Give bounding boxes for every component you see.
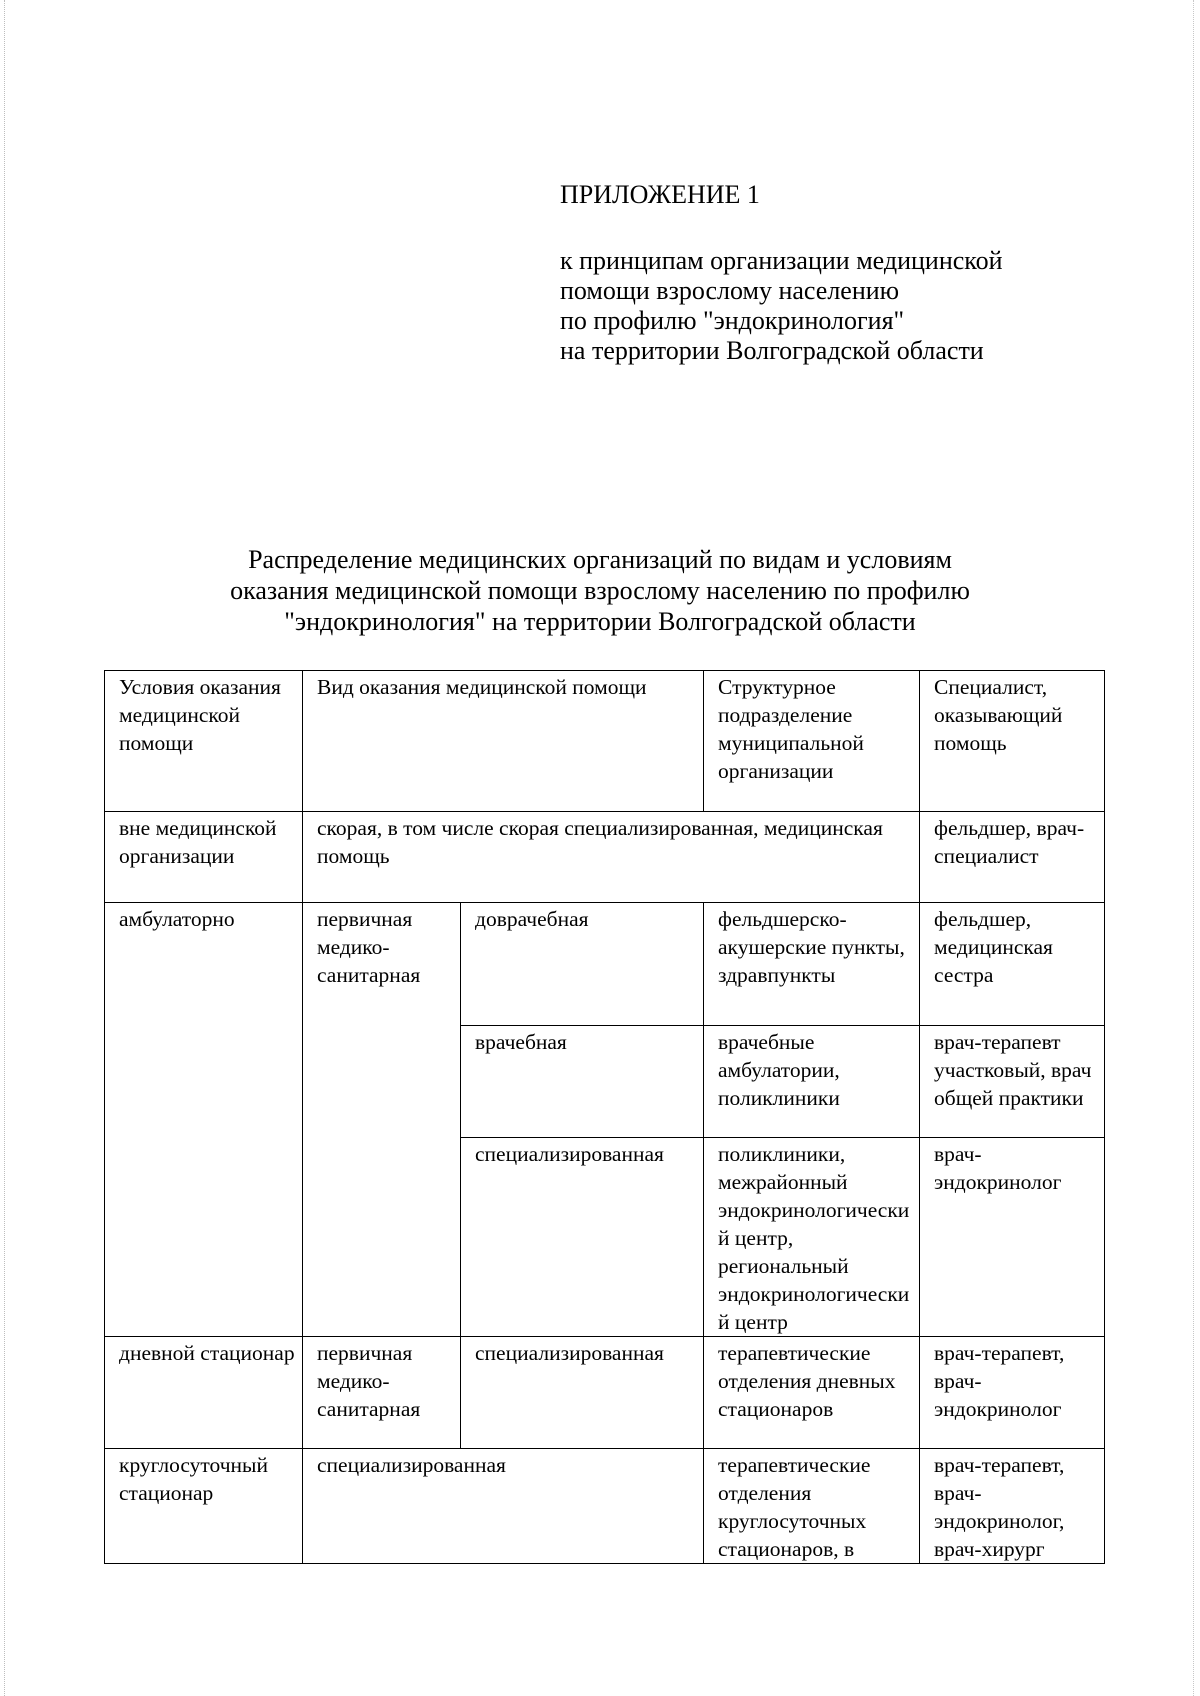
cell-unit: терапевтические отделения дневных стационаров: [704, 1337, 920, 1449]
table-header-row: [105, 671, 1105, 812]
cell-specialist: врач-терапевт, врач-эндокринолог, врач-хирург: [920, 1449, 1105, 1564]
appendix-line: по профилю "эндокринология": [560, 306, 905, 335]
header-kind: Вид оказания медицинской помощи: [303, 671, 704, 812]
caption-line: "эндокринология" на территории Волгоградской области: [284, 607, 916, 636]
cell-level: специализированная: [461, 1337, 704, 1449]
page-edge-left: [4, 0, 8, 1696]
cell-unit: терапевтические отделения круглосуточных стационаров, в: [704, 1449, 920, 1564]
table-row: [105, 1337, 1105, 1449]
cell-level: доврачебная: [461, 903, 704, 1026]
cell-conditions: дневной стационар: [105, 1337, 303, 1449]
cell-level: специализированная: [461, 1138, 704, 1337]
table-row: [105, 903, 1105, 1026]
appendix-line: на территории Волгоградской области: [560, 336, 984, 365]
table-caption: [150, 544, 1050, 637]
cell-unit: врачебные амбулатории, поликлиники: [704, 1026, 920, 1138]
cell-kind: первичная медико-санитарная: [303, 903, 461, 1337]
distribution-table: [104, 670, 1105, 1564]
cell-conditions: амбулаторно: [105, 903, 303, 1337]
appendix-line: помощи взрослому населению: [560, 276, 900, 305]
appendix-line: к принципам организации медицинской: [560, 246, 1003, 275]
cell-kind: первичная медико-санитарная: [303, 1337, 461, 1449]
cell-specialist: врач-терапевт участковый, врач общей практики: [920, 1026, 1105, 1138]
table-row: [105, 1449, 1105, 1564]
cell-conditions: вне медицинской организации: [105, 812, 303, 903]
cell-specialist: фельдшер, медицинская сестра: [920, 903, 1105, 1026]
page-edge-right: [1193, 0, 1197, 1696]
cell-specialist: врач-эндокринолог: [920, 1138, 1105, 1337]
cell-level: врачебная: [461, 1026, 704, 1138]
cell-unit: фельдшерско-акушерские пункты, здравпункты: [704, 903, 920, 1026]
header-conditions: Условия оказания медицинской помощи: [105, 671, 303, 812]
table-row: [105, 812, 1105, 903]
header-unit: Структурное подразделение муниципальной организации: [704, 671, 920, 812]
cell-conditions: круглосуточный стационар: [105, 1449, 303, 1564]
cell-unit: поликлиники, межрайонный эндокринологический центр, региональный эндокринологический центр: [704, 1138, 920, 1337]
header-specialist: Специалист, оказывающий помощь: [920, 671, 1105, 812]
caption-line: Распределение медицинских организаций по видам и условиям: [248, 545, 952, 574]
appendix-title: ПРИЛОЖЕНИЕ 1: [560, 180, 760, 209]
appendix-block: [560, 180, 1003, 366]
cell-kind: специализированная: [303, 1449, 704, 1564]
cell-kind: скорая, в том числе скорая специализированная, медицинская помощь: [303, 812, 920, 903]
cell-specialist: врач-терапевт, врач-эндокринолог: [920, 1337, 1105, 1449]
caption-line: оказания медицинской помощи взрослому населению по профилю: [230, 576, 970, 605]
cell-specialist: фельдшер, врач-специалист: [920, 812, 1105, 903]
